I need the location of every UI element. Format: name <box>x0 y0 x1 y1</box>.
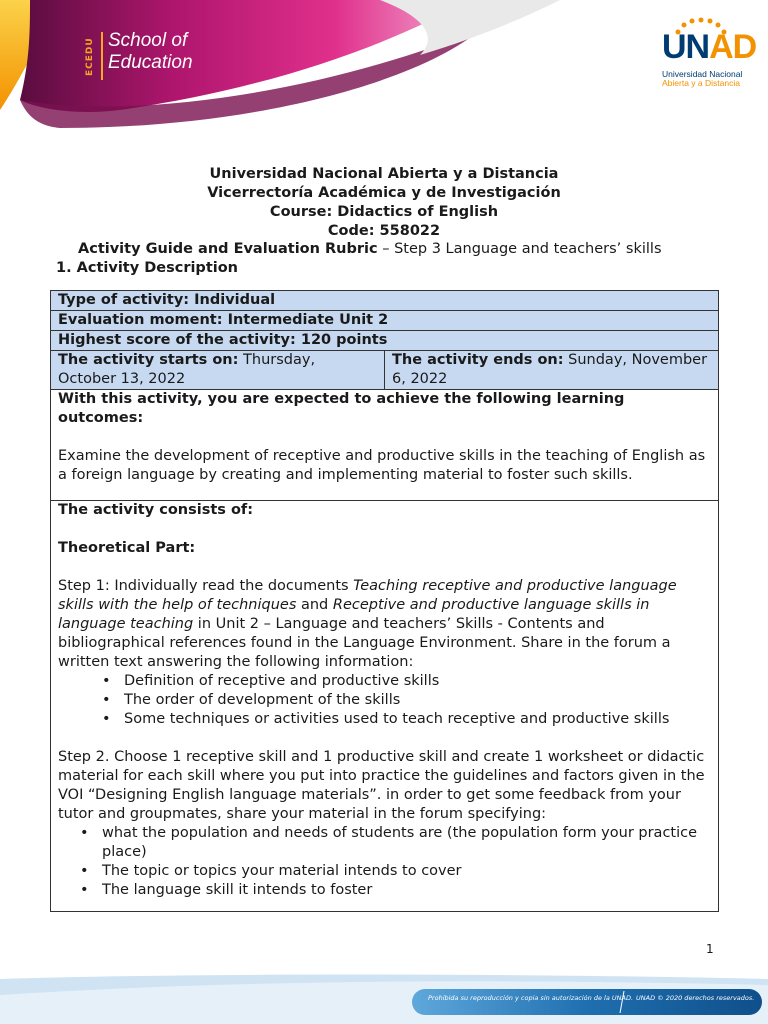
activity-consists-heading: The activity consists of: <box>58 502 254 518</box>
step1-text-a: Step 1: Individually read the documents <box>58 578 354 594</box>
guide-title-rest: – Step 3 Language and teachers’ skills <box>377 241 662 257</box>
footer-copyright: UNAD © 2020 derechos reservados. <box>636 994 755 1002</box>
footer-notice: Prohibida su reproducción y copia sin autorización de la UNAD. <box>428 994 634 1002</box>
table-row <box>51 390 719 501</box>
learning-outcomes-cell <box>51 390 719 501</box>
end-value: Sunday, November 6, 2022 <box>392 352 708 387</box>
list-item: • The language skill it intends to foster <box>80 882 373 898</box>
guide-title <box>78 241 662 257</box>
step2-bullet-list <box>58 824 711 900</box>
activity-consists-cell <box>51 501 719 912</box>
course-code: Code: 558022 <box>327 223 441 239</box>
step2-paragraph: Step 2. Choose 1 receptive skill and 1 productive skill and create 1 worksheet or didactic material for each skill where you put into practice the guidelines and factors given in the VOI “Designing English language materials”. in order to get some feedback from your tutor and groupmates, share your material in the forum specifying: <box>58 749 705 822</box>
list-item: • Some techniques or activities used to teach receptive and productive skills <box>102 711 670 727</box>
unad-logo-un: UN <box>662 28 710 66</box>
end-label: The activity ends on: <box>392 352 564 368</box>
school-logo-line2: Education <box>108 52 193 73</box>
course-title: Course: Didactics of English <box>269 204 499 220</box>
guide-title-bold: Activity Guide and Evaluation Rubric <box>78 241 378 257</box>
step1-text-c: in Unit 2 – Language and teachers’ Skills - Contents and bibliographical references found in the Language Environment. Share in the forum a written text answering the following information: <box>58 616 671 670</box>
highest-score-cell: Highest score of the activity: 120 points <box>51 331 719 351</box>
section-heading: 1. Activity Description <box>56 260 239 276</box>
school-logo-divider <box>101 32 103 80</box>
school-of-education-logo <box>108 30 193 74</box>
start-date-cell <box>51 351 385 390</box>
start-value: Thursday, October 13, 2022 <box>58 352 316 387</box>
learning-outcomes-text: Examine the development of receptive and productive skills in the teaching of English as a foreign language by creating and implementing material to foster such skills. <box>58 448 706 483</box>
bullet-icon: • <box>102 673 111 689</box>
table-row <box>51 291 719 311</box>
step1-doc2-title: Receptive and productive language skills in language teaching <box>58 597 650 632</box>
list-item: • The topic or topics your material intends to cover <box>80 863 462 879</box>
unad-logo-subtitle2: Abierta y a Distancia <box>662 78 740 88</box>
table-row <box>51 311 719 331</box>
step1-doc1-title: Teaching receptive and productive language skills with the help of techniques <box>58 578 677 613</box>
school-logo-line1: School of <box>108 30 188 51</box>
activity-table <box>50 290 719 912</box>
university-title: Universidad Nacional Abierta y a Distancia <box>209 166 559 182</box>
unad-logo-subtitle1: Universidad Nacional <box>662 69 743 79</box>
theoretical-part-heading: Theoretical Part: <box>58 540 196 556</box>
ecedu-label: ECEDU <box>85 37 95 77</box>
bullet-icon: • <box>80 863 89 879</box>
list-item: • what the population and needs of students are (the population form your practice place) <box>80 825 698 860</box>
vicerrectoria-title: Vicerrectoría Académica y de Investigación <box>207 185 561 201</box>
start-label: The activity starts on: <box>58 352 239 368</box>
list-item: • Definition of receptive and productive skills <box>102 673 440 689</box>
bullet-icon: • <box>102 711 111 727</box>
list-item: • The order of development of the skills <box>102 692 401 708</box>
step1-text-b: and <box>296 597 333 613</box>
unad-logo-ad: AD <box>709 28 757 66</box>
bullet-icon: • <box>102 692 111 708</box>
bullet-icon: • <box>80 882 89 898</box>
learning-outcomes-heading: With this activity, you are expected to achieve the following learning outcomes: <box>58 391 625 426</box>
page-number: 1 <box>706 942 714 956</box>
table-row <box>51 501 719 912</box>
step1-paragraph <box>58 577 711 672</box>
end-date-cell <box>385 351 719 390</box>
table-row <box>51 331 719 351</box>
evaluation-moment-cell: Evaluation moment: Intermediate Unit 2 <box>51 311 719 331</box>
document-title-block <box>0 165 768 241</box>
type-of-activity-cell: Type of activity: Individual <box>51 291 719 311</box>
bullet-icon: • <box>80 825 89 841</box>
unad-logo <box>662 28 756 67</box>
table-row <box>51 351 719 390</box>
step1-bullet-list <box>58 672 711 729</box>
